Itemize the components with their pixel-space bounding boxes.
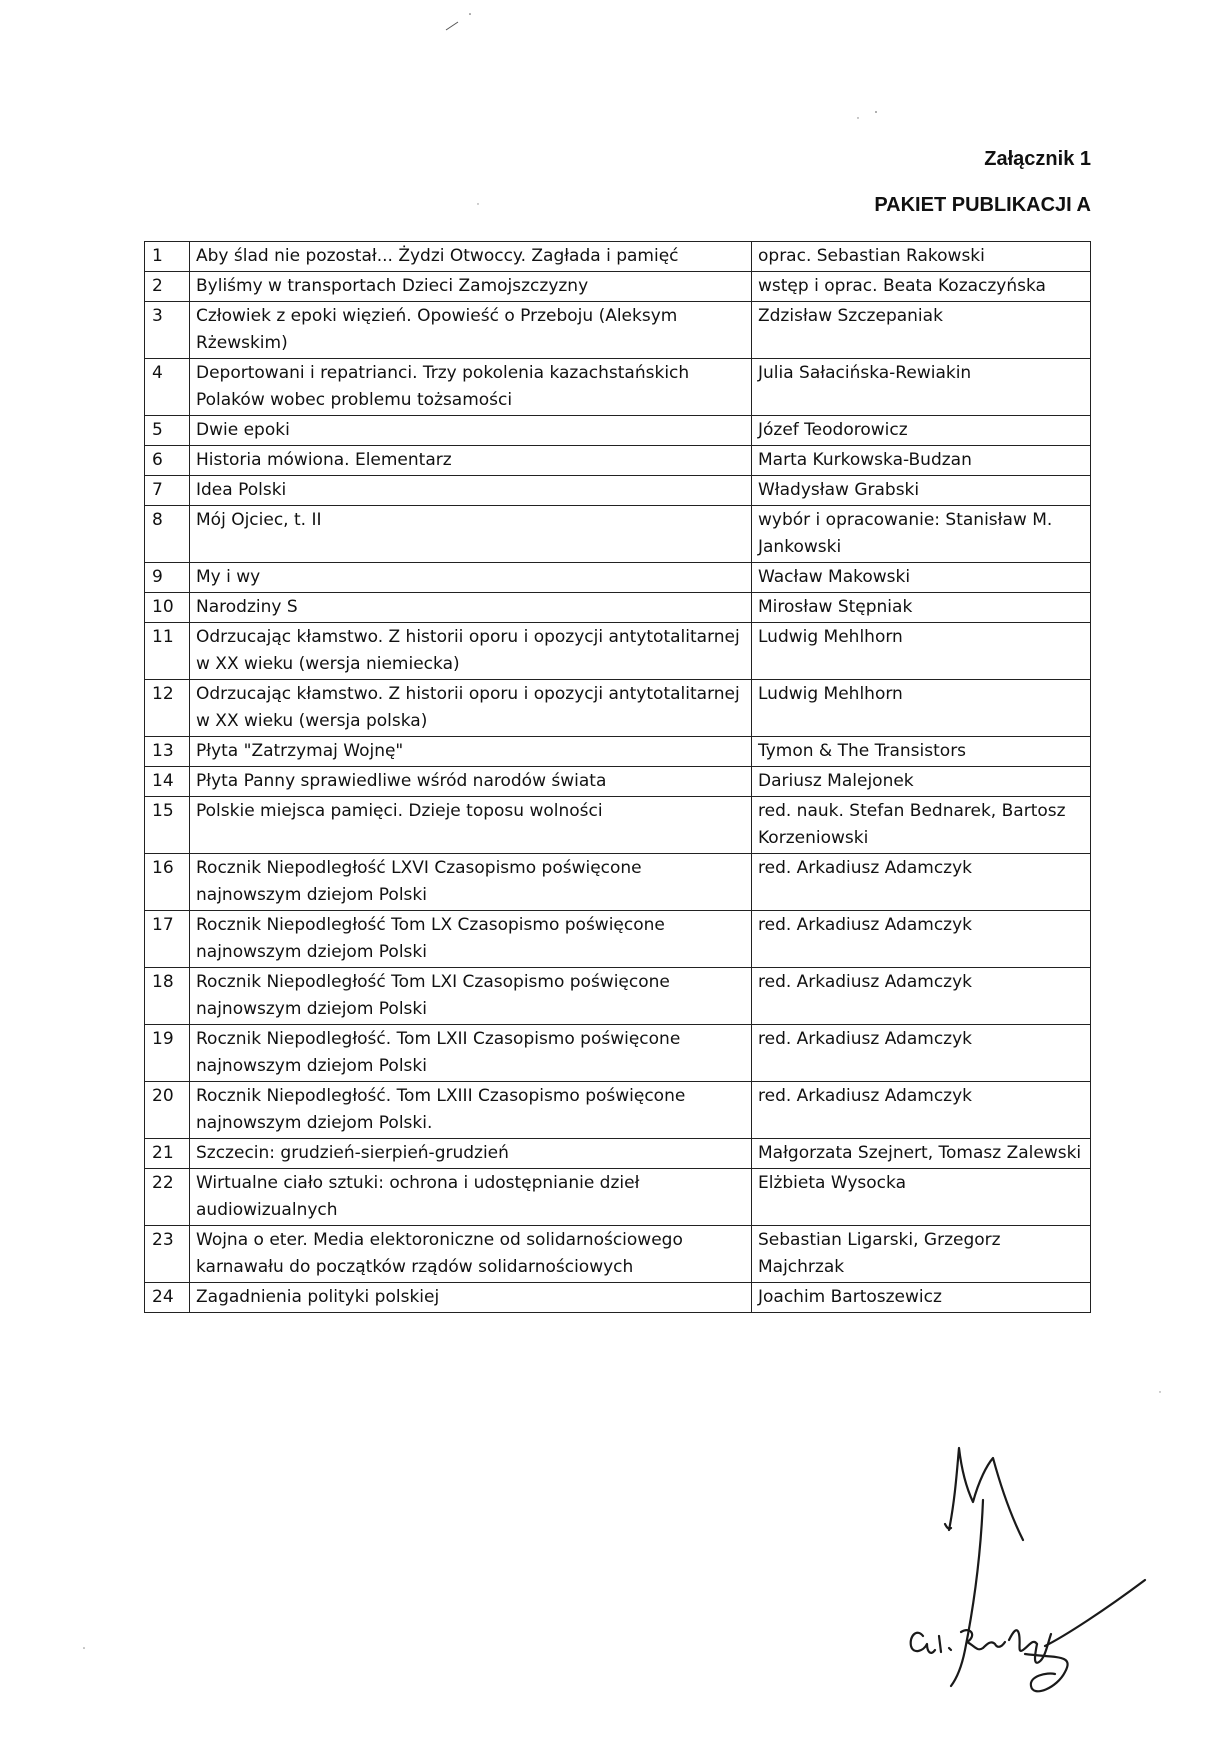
publication-author: Józef Teodorowicz [752,416,1091,446]
publication-author: Marta Kurkowska-Budzan [752,446,1091,476]
row-number: 4 [145,359,190,416]
publications-table [144,241,1091,1313]
row-number: 19 [145,1025,190,1082]
publication-title: Rocznik Niepodległość. Tom LXII Czasopismo poświęcone najnowszym dziejom Polski [190,1025,752,1082]
row-number: 15 [145,797,190,854]
row-number: 16 [145,854,190,911]
publication-author: red. Arkadiusz Adamczyk [752,1082,1091,1139]
table-row [145,1025,1091,1082]
publication-title: Narodziny S [190,593,752,623]
publication-title: Wirtualne ciało sztuki: ochrona i udostępnianie dzieł audiowizualnych [190,1169,752,1226]
row-number: 21 [145,1139,190,1169]
table-row [145,623,1091,680]
publication-author: red. Arkadiusz Adamczyk [752,911,1091,968]
publication-author: Elżbieta Wysocka [752,1169,1091,1226]
table-row [145,767,1091,797]
publication-title: Aby ślad nie pozostał... Żydzi Otwoccy. Zagłada i pamięć [190,242,752,272]
row-number: 13 [145,737,190,767]
row-number: 24 [145,1283,190,1313]
table-row [145,272,1091,302]
table-row [145,416,1091,446]
publication-author: Mirosław Stępniak [752,593,1091,623]
row-number: 23 [145,1226,190,1283]
publication-title: Wojna o eter. Media elektoroniczne od solidarnościowego karnawału do początków rządów solidarnościowych [190,1226,752,1283]
publication-title: Odrzucając kłamstwo. Z historii oporu i opozycji antytotalitarnej w XX wieku (wersja polska) [190,680,752,737]
row-number: 11 [145,623,190,680]
table-row [145,446,1091,476]
table-row [145,242,1091,272]
publication-author: Władysław Grabski [752,476,1091,506]
row-number: 1 [145,242,190,272]
row-number: 22 [145,1169,190,1226]
publication-title: Rocznik Niepodległość. Tom LXIII Czasopismo poświęcone najnowszym dziejom Polski. [190,1082,752,1139]
row-number: 6 [145,446,190,476]
publication-title: Człowiek z epoki więzień. Opowieść o Przeboju (Aleksym Rżewskim) [190,302,752,359]
signature-text: A. Pawlak [905,1440,910,1441]
table-row [145,968,1091,1025]
publication-title: Rocznik Niepodległość Tom LX Czasopismo poświęcone najnowszym dziejom Polski [190,911,752,968]
table-row [145,563,1091,593]
publication-author: Wacław Makowski [752,563,1091,593]
publication-title: Płyta "Zatrzymaj Wojnę" [190,737,752,767]
table-row [145,593,1091,623]
row-number: 3 [145,302,190,359]
row-number: 14 [145,767,190,797]
publication-author: red. nauk. Stefan Bednarek, Bartosz Korzeniowski [752,797,1091,854]
table-row [145,1226,1091,1283]
publication-title: Mój Ojciec, t. II [190,506,752,563]
table-row [145,797,1091,854]
publication-title: Polskie miejsca pamięci. Dzieje toposu wolności [190,797,752,854]
table-row [145,302,1091,359]
table-row [145,1283,1091,1313]
publication-author: wybór i opracowanie: Stanisław M. Jankowski [752,506,1091,563]
publications-table-body [145,242,1091,1313]
row-number: 10 [145,593,190,623]
row-number: 2 [145,272,190,302]
table-row [145,680,1091,737]
publication-author: red. Arkadiusz Adamczyk [752,968,1091,1025]
row-number: 17 [145,911,190,968]
publication-title: Dwie epoki [190,416,752,446]
publication-title: Płyta Panny sprawiedliwe wśród narodów świata [190,767,752,797]
publication-title: Deportowani i repatrianci. Trzy pokolenia kazachstańskich Polaków wobec problemu tożsamości [190,359,752,416]
row-number: 7 [145,476,190,506]
table-row [145,1082,1091,1139]
table-row [145,737,1091,767]
publication-author: red. Arkadiusz Adamczyk [752,854,1091,911]
publication-title: Historia mówiona. Elementarz [190,446,752,476]
row-number: 9 [145,563,190,593]
table-row [145,911,1091,968]
publication-author: Joachim Bartoszewicz [752,1283,1091,1313]
publication-author: Dariusz Malejonek [752,767,1091,797]
row-number: 5 [145,416,190,446]
publication-title: Odrzucając kłamstwo. Z historii oporu i opozycji antytotalitarnej w XX wieku (wersja niemiecka) [190,623,752,680]
package-title: PAKIET PUBLIKACJI A [874,194,1091,216]
row-number: 12 [145,680,190,737]
table-row [145,1139,1091,1169]
publication-author: oprac. Sebastian Rakowski [752,242,1091,272]
table-row [145,476,1091,506]
publication-author: red. Arkadiusz Adamczyk [752,1025,1091,1082]
table-row [145,1169,1091,1226]
publication-author: Tymon & The Transistors [752,737,1091,767]
publication-title: Szczecin: grudzień-sierpień-grudzień [190,1139,752,1169]
publication-title: Idea Polski [190,476,752,506]
publication-author: Julia Sałacińska-Rewiakin [752,359,1091,416]
publication-author: Ludwig Mehlhorn [752,623,1091,680]
table-row [145,854,1091,911]
table-row [145,506,1091,563]
publication-title: My i wy [190,563,752,593]
row-number: 18 [145,968,190,1025]
table-row [145,359,1091,416]
publication-title: Rocznik Niepodległość Tom LXI Czasopismo poświęcone najnowszym dziejom Polski [190,968,752,1025]
publication-author: wstęp i oprac. Beata Kozaczyńska [752,272,1091,302]
publication-title: Byliśmy w transportach Dzieci Zamojszczyzny [190,272,752,302]
annex-label: Załącznik 1 [984,148,1091,170]
publication-title: Zagadnienia polityki polskiej [190,1283,752,1313]
publication-author: Zdzisław Szczepaniak [752,302,1091,359]
handwritten-signature [905,1440,1175,1720]
publication-author: Małgorzata Szejnert, Tomasz Zalewski [752,1139,1091,1169]
row-number: 8 [145,506,190,563]
publication-author: Sebastian Ligarski, Grzegorz Majchrzak [752,1226,1091,1283]
publication-author: Ludwig Mehlhorn [752,680,1091,737]
publication-title: Rocznik Niepodległość LXVI Czasopismo poświęcone najnowszym dziejom Polski [190,854,752,911]
row-number: 20 [145,1082,190,1139]
